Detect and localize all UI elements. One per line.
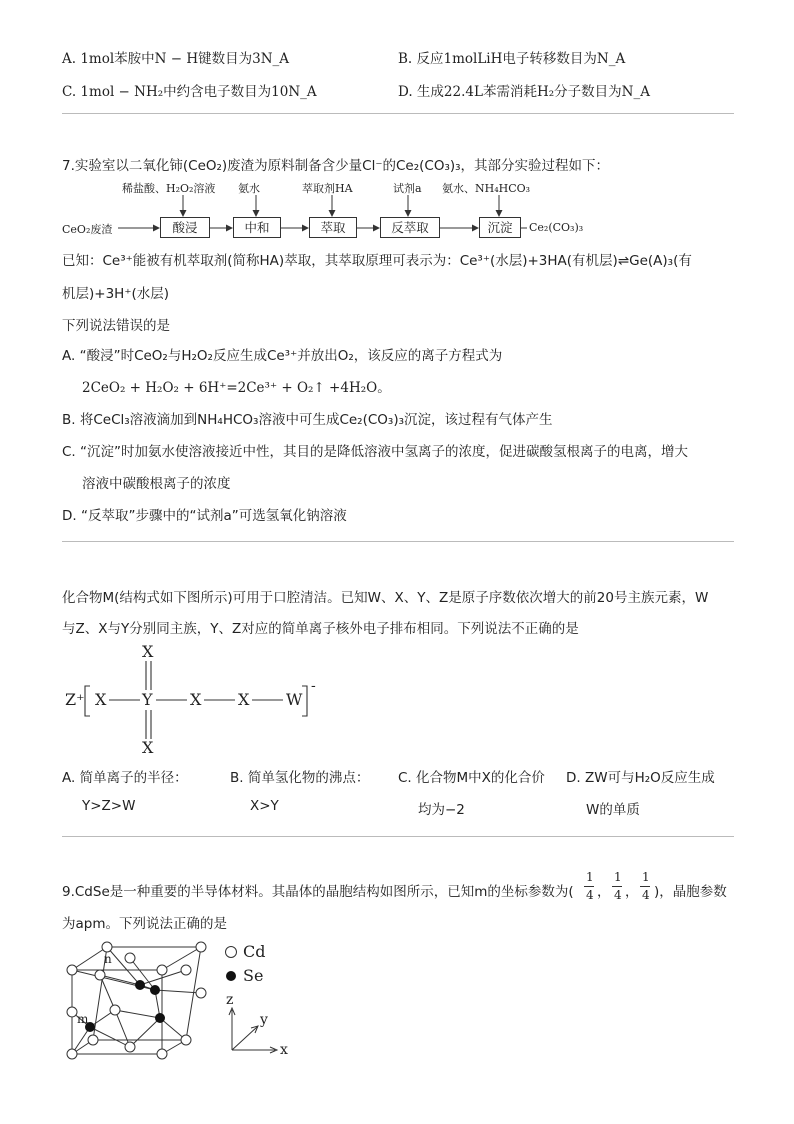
legend-se: Se bbox=[243, 966, 264, 985]
label-m: m bbox=[77, 1012, 89, 1026]
q8-option-d: D. ZW可与H₂O反应生成 bbox=[566, 770, 715, 786]
axis-z-label: z bbox=[226, 992, 234, 1008]
axis-x-label: x bbox=[280, 1042, 288, 1058]
frac-num-3: 1 bbox=[642, 870, 650, 884]
axis-y-label: y bbox=[260, 1012, 268, 1028]
q8-option-a-cont: Y>Z>W bbox=[82, 798, 136, 814]
flow-step-4: 反萃取 bbox=[380, 217, 440, 238]
flow-step-1: 酸浸 bbox=[160, 217, 210, 238]
q8-stem-1: 化合物M(结构式如下图所示)可用于口腔清洁。已知W、X、Y、Z是原子序数依次增大的前20号主族元素，W bbox=[62, 590, 709, 606]
q9-stem-1a: 9.CdSe是一种重要的半导体材料。其晶体的晶胞结构如图所示，已知m的坐标参数为( bbox=[62, 884, 574, 900]
q8-option-b: B. 简单氢化物的沸点： bbox=[230, 770, 370, 786]
q9-stem-1b: )，晶胞参数 bbox=[654, 884, 727, 900]
structure-atom-y: Y bbox=[142, 690, 153, 709]
q7-option-d: D. “反萃取”步骤中的“试剂a”可选氢氧化钠溶液 bbox=[62, 508, 347, 524]
q7-ask: 下列说法错误的是 bbox=[62, 318, 170, 334]
structure-atom-x-top: X bbox=[142, 642, 154, 661]
q8-stem-2: 与Z、X与Y分别同主族，Y、Z对应的简单离子核外电子排布相同。下列说法不正确的是 bbox=[62, 621, 579, 637]
flow-reagent-5: 氨水、NH₄HCO₃ bbox=[442, 182, 531, 195]
structure-atom-x-left: X bbox=[95, 690, 107, 709]
q8-option-a: A. 简单离子的半径： bbox=[62, 770, 188, 786]
flow-step-2: 中和 bbox=[233, 217, 281, 238]
flow-reagent-4: 试剂a bbox=[393, 182, 422, 195]
structure-cation: Z⁺ bbox=[65, 690, 85, 709]
q8-option-c: C. 化合物M中X的化合价 bbox=[398, 770, 545, 786]
flow-step-5: 沉淀 bbox=[479, 217, 521, 238]
q7-known-1: 已知：Ce³⁺能被有机萃取剂(简称HA)萃取，其萃取原理可表示为：Ce³⁺(水层)+3HA(有机层)⇌Ge(A)₃(有 bbox=[62, 253, 692, 269]
q6-option-b: B. 反应1molLiH电子转移数目为N_A bbox=[398, 51, 626, 67]
structure-atom-x-mid1: X bbox=[190, 690, 202, 709]
label-n: n bbox=[104, 952, 112, 966]
flow-step-3: 萃取 bbox=[309, 217, 357, 238]
frac-num-1: 1 bbox=[586, 870, 594, 884]
flow-start: CeO₂废渣 bbox=[62, 223, 113, 236]
q8-option-b-cont: X>Y bbox=[250, 798, 279, 814]
q9-stem-2: 为apm。下列说法正确的是 bbox=[62, 916, 227, 932]
flow-reagent-3: 萃取剂HA bbox=[302, 182, 353, 195]
structure-atom-w: W bbox=[286, 690, 303, 709]
q7-option-a-equation: 2CeO₂ + H₂O₂ + 6H⁺=2Ce³⁺ + O₂↑ +4H₂O。 bbox=[82, 380, 391, 396]
structure-atom-x-mid2: X bbox=[238, 690, 250, 709]
q8-option-d-cont: W的单质 bbox=[586, 802, 640, 818]
q7-option-b: B. 将CeCl₃溶液滴加到NH₄HCO₃溶液中可生成Ce₂(CO₃)₃沉淀，该过程有气体产生 bbox=[62, 412, 553, 428]
flow-reagent-2: 氨水 bbox=[238, 182, 260, 195]
q7-option-c: C. “沉淀”时加氨水使溶液接近中性，其目的是降低溶液中氢离子的浓度，促进碳酸氢根离子的电离，增大 bbox=[62, 444, 688, 460]
q7-known-2: 机层)+3H⁺(水层) bbox=[62, 286, 169, 302]
q7-stem: 7.实验室以二氧化铈(CeO₂)废渣为原料制备含少量Cl⁻的Ce₂(CO₃)₃，其部分实验过程如下： bbox=[62, 158, 610, 174]
comma-2: ， bbox=[625, 884, 639, 900]
frac-den-1: 4 bbox=[586, 888, 594, 902]
frac-den-3: 4 bbox=[642, 888, 650, 902]
frac-den-2: 4 bbox=[614, 888, 622, 902]
structure-charge: - bbox=[311, 678, 316, 694]
comma-1: ， bbox=[597, 884, 611, 900]
flow-end: Ce₂(CO₃)₃ bbox=[529, 221, 584, 234]
q7-option-c-cont: 溶液中碳酸根离子的浓度 bbox=[82, 476, 231, 492]
legend-cd: Cd bbox=[243, 942, 266, 961]
flow-reagent-1: 稀盐酸、H₂O₂溶液 bbox=[122, 182, 216, 195]
structure-atom-x-bottom: X bbox=[142, 738, 154, 757]
q6-option-d: D. 生成22.4L苯需消耗H₂分子数目为N_A bbox=[398, 84, 650, 100]
q6-option-a: A. 1mol苯胺中N − H键数目为3N_A bbox=[62, 51, 290, 67]
frac-num-2: 1 bbox=[614, 870, 622, 884]
q8-option-c-cont: 均为−2 bbox=[418, 802, 465, 818]
q7-option-a: A. “酸浸”时CeO₂与H₂O₂反应生成Ce³⁺并放出O₂，该反应的离子方程式为 bbox=[62, 348, 503, 364]
q6-option-c: C. 1mol − NH₂中约含电子数目为10N_A bbox=[62, 84, 317, 100]
